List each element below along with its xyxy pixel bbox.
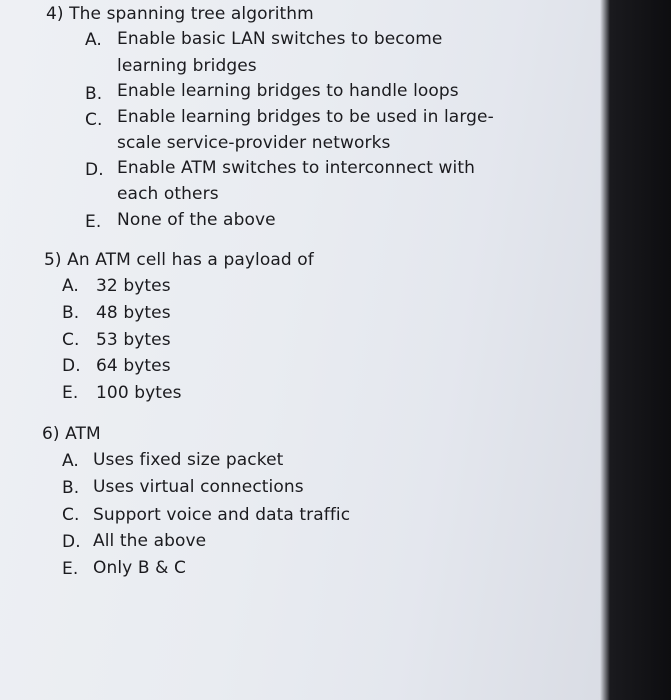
q4-option-e-text: None of the above	[117, 210, 276, 230]
q5-option-b-letter: B.	[62, 303, 80, 323]
q5-option-e-text: 100 bytes	[96, 383, 182, 403]
q6-option-d-letter: D.	[62, 532, 81, 552]
q4-option-a-text-line-2: learning bridges	[117, 56, 257, 76]
q6-option-e-letter: E.	[62, 559, 79, 579]
q5-option-a-text: 32 bytes	[96, 276, 171, 296]
q4-option-c-text-line-2: scale service-provider networks	[117, 133, 391, 153]
q5-option-d-letter: D.	[62, 356, 81, 376]
q4-option-d-text-line-1: Enable ATM switches to interconnect with	[117, 158, 476, 178]
q4-option-c-letter: C.	[85, 110, 103, 130]
q4-option-c-text-line-1: Enable learning bridges to be used in large-	[117, 107, 494, 127]
q6-option-e-text: Only B & C	[93, 558, 186, 578]
q4-option-b-text: Enable learning bridges to handle loops	[117, 81, 459, 101]
q5-option-a-letter: A.	[62, 276, 79, 296]
q4-option-a-text-line-1: Enable basic LAN switches to become	[117, 29, 443, 49]
q6-option-a-text: Uses fixed size packet	[93, 450, 284, 470]
q4-option-e-letter: E.	[85, 212, 102, 232]
q6-option-b-text: Uses virtual connections	[93, 477, 304, 497]
question-5-title: 5) An ATM cell has a payload of	[44, 250, 314, 270]
q6-option-b-letter: B.	[62, 478, 80, 498]
q6-option-c-text: Support voice and data traffic	[93, 505, 351, 525]
q5-option-c-letter: C.	[62, 330, 80, 350]
q5-option-b-text: 48 bytes	[96, 303, 171, 323]
q4-option-a-letter: A.	[85, 30, 102, 50]
q4-option-d-text-line-2: each others	[117, 184, 219, 204]
question-4-title: 4) The spanning tree algorithm	[46, 4, 314, 24]
q4-option-b-letter: B.	[85, 84, 103, 104]
q6-option-d-text: All the above	[93, 531, 207, 551]
background-edge	[600, 0, 671, 700]
q6-option-a-letter: A.	[62, 451, 79, 471]
q4-option-d-letter: D.	[85, 160, 104, 180]
q5-option-d-text: 64 bytes	[96, 356, 171, 376]
q5-option-c-text: 53 bytes	[96, 330, 171, 350]
q5-option-e-letter: E.	[62, 383, 79, 403]
q6-option-c-letter: C.	[62, 505, 80, 525]
question-6-title: 6) ATM	[42, 424, 101, 444]
